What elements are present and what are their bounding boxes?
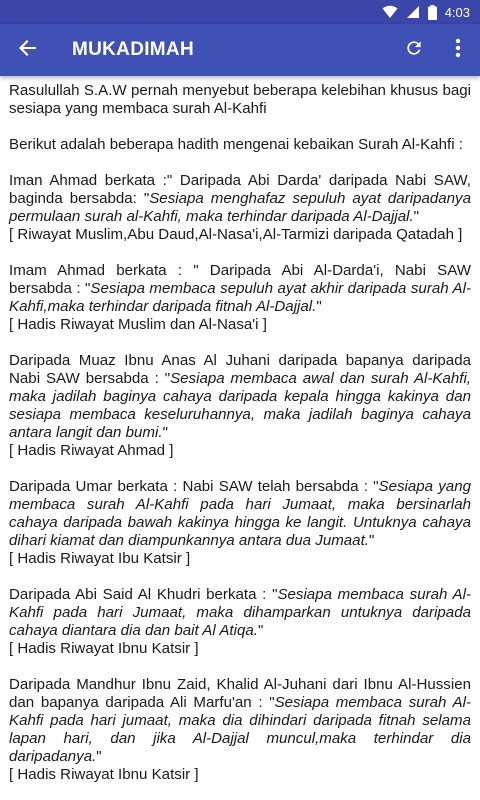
status-bar (0, 0, 480, 24)
status-time: 4:03 (444, 4, 470, 20)
page-title: MUKADIMAH (72, 39, 194, 60)
refresh-button[interactable] (392, 24, 436, 76)
intro-paragraph: Rasulullah S.A.W pernah menyebut beberapa kelebihan khusus bagi sesiapa yang membaca surah Al-Kahfi (9, 82, 471, 117)
hadith-quote: Sesiapa membaca surah Al-Kahfi pada hari jumaat, maka dia dihindari daripada fitnah selama lapan hari, dan jika Al-Dajjal muncul,maka terhindar dia daripadanya. (9, 694, 472, 765)
hadith-quote: Sesiapa membaca awal dan surah Al-Kahfi, maka jadilah baginya cahaya daripada kepala hingga kakinya dan sesiapa membaca keseluruhannya, maka jadilah baginya cahaya antara langit dan bumi. (9, 370, 471, 441)
hadith-quote: Sesiapa membaca surah Al-Kahfi pada hari Jumaat, maka dihamparkan untuknya daripada cahaya diantara dia dan bait Al Atiqa. (9, 586, 471, 639)
hadith-paragraph: Iman Ahmad berkata :" Daripada Abi Darda' daripada Nabi SAW, baginda bersabda: "Sesiapa menghafaz sepuluh ayat daripadanya permulaan surah al-Kahfi, maka terhindar daripada Al-Dajjal." [ Riwayat Muslim,Abu Daud,Al-Nasa'i,Al-Tarmizi daripada Qatadah ] (9, 172, 471, 243)
refresh-icon (404, 38, 424, 63)
hadith-source: [ Hadis Riwayat Muslim dan Al-Nasa'i ] (9, 316, 267, 333)
intro-paragraph: Berikut adalah beberapa hadith mengenai kebaikan Surah Al-Kahfi : (9, 136, 463, 153)
hadith-source: [ Hadis Riwayat Ibu Katsir ] (9, 550, 191, 567)
hadith-source: [ Hadis Riwayat Ibnu Katsir ] (9, 766, 199, 783)
hadith-paragraph: Imam Ahmad berkata : " Daripada Abi Al-Darda'i, Nabi SAW bersabda : "Sesiapa membaca sepuluh ayat akhir daripada surah Al-Kahfi,maka terhindar daripada fitnah Al-Dajjal." [ Hadis Riwayat Muslim dan Al-Nasa'i ] (9, 262, 471, 333)
hadith-paragraph: Daripada Muaz Ibnu Anas Al Juhani daripada bapanya daripada Nabi SAW bersabda : "Sesiapa membaca awal dan surah Al-Kahfi, maka jadilah baginya cahaya daripada kepala hingga kakinya dan sesiapa membaca keseluruhannya, maka jadilah baginya cahaya antara langit dan bumi." [ Hadis Riwayat Ahmad ] (9, 352, 471, 459)
app-bar (0, 24, 480, 76)
signal-icon (406, 5, 420, 19)
back-arrow-icon (19, 39, 37, 62)
hadith-source: [ Hadis Riwayat Ibnu Katsir ] (9, 640, 199, 657)
hadith-paragraph: Daripada Umar berkata : Nabi SAW telah bersabda : "Sesiapa yang membaca surah Al-Kahfi pada hari Jumaat, maka bersinarlah cahaya daripada bawah kakinya hingga ke langit. Untuknya cahaya dihari kiamat dan diampunkannya antara dua Jumaat." [ Hadis Riwayat Ibu Katsir ] (9, 478, 471, 567)
hadith-source: [ Hadis Riwayat Ahmad ] (9, 442, 174, 459)
hadith-paragraph: Daripada Abi Said Al Khudri berkata : "Sesiapa membaca surah Al-Kahfi pada hari Jumaat, maka dihamparkan untuknya daripada cahaya diantara dia dan bait Al Atiqa." [ Hadis Riwayat Ibnu Katsir ] (9, 586, 471, 657)
more-vert-icon (455, 38, 461, 63)
hadith-paragraph: Daripada Mandhur Ibnu Zaid, Khalid Al-Juhani dari Ibnu Al-Hussien dan bapanya daripada Ali Marfu'an : "Sesiapa membaca surah Al-Kahfi pada hari jumaat, maka dia dihindari daripada fitnah selama lapan hari, dan jika Al-Dajjal muncul,maka terhindar dia daripadanya." [ Hadis Riwayat Ibnu Katsir ] (9, 676, 472, 783)
hadith-quote: Sesiapa membaca sepuluh ayat akhir daripada surah Al-Kahfi,maka terhindar daripada fitnah Al-Dajjal. (9, 280, 471, 315)
battery-icon (428, 5, 437, 20)
hadith-quote: Sesiapa menghafaz sepuluh ayat daripadanya permulaan surah al-Kahfi, maka terhindar daripada Al-Dajjal. (9, 190, 471, 225)
wifi-icon (382, 5, 398, 19)
back-button[interactable] (0, 24, 56, 76)
more-options-button[interactable] (436, 24, 480, 76)
hadith-source: [ Riwayat Muslim,Abu Daud,Al-Nasa'i,Al-Tarmizi daripada Qatadah ] (9, 226, 463, 243)
hadith-quote: Sesiapa yang membaca surah Al-Kahfi pada hari Jumaat, maka bersinarlah cahaya daripada bawah kakinya hingga ke langit. Untuknya cahaya dihari kiamat dan diampunkannya antara dua Jumaat. (9, 478, 471, 549)
hadith-content[interactable] (0, 76, 480, 800)
